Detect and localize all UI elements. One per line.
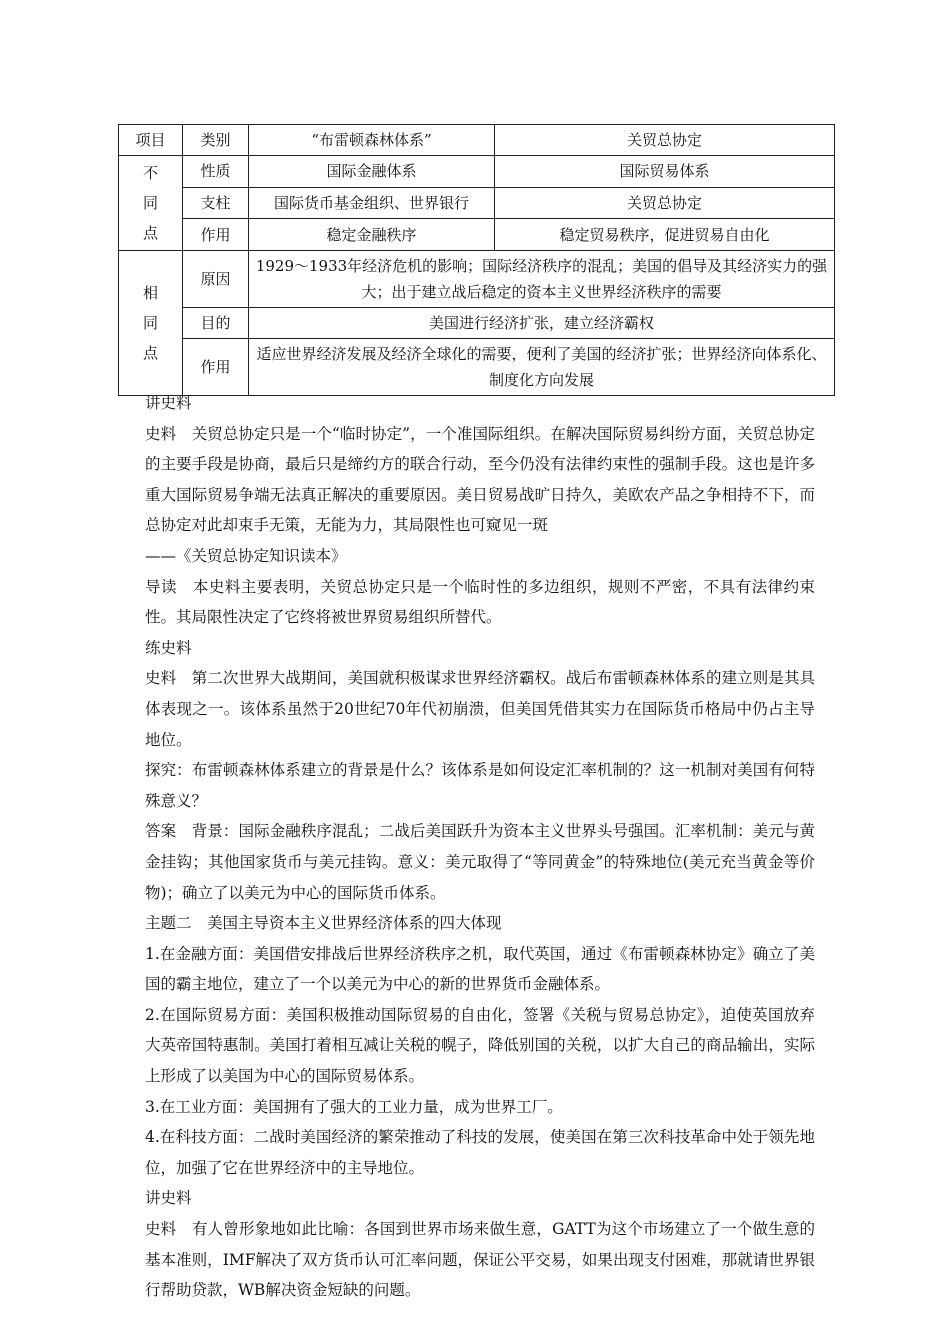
body-text	[145, 388, 815, 1306]
category-cell: 目的	[183, 308, 249, 339]
table-row	[119, 219, 835, 251]
category-cell: 作用	[183, 219, 249, 251]
category-cell: 支柱	[183, 187, 249, 219]
section-heading: 讲史料	[145, 394, 192, 412]
list-item: 1.在金融方面：美国借安排战后世界经济秩序之机，取代英国，通过《布雷顿森林协定》确立了美国的霸主地位，建立了一个以美元为中心的新的世界货币金融体系。	[145, 944, 815, 994]
table-cell: 国际贸易体系	[495, 156, 835, 188]
paragraph: 导读 本史料主要表明，关贸总协定只是一个临时性的多边组织，规则不严密，不具有法律约束性。其局限性决定了它终将被世界贸易组织所替代。	[145, 577, 815, 627]
section-heading: 练史料	[145, 638, 192, 657]
diff-group-label: 不 同 点	[119, 156, 183, 251]
table-cell: 稳定贸易秩序，促进贸易自由化	[495, 219, 835, 251]
table-cell: 稳定金融秩序	[249, 219, 495, 251]
section-heading: 讲史料	[145, 1189, 192, 1208]
table-cell: 国际货币基金组织、世界银行	[249, 187, 495, 219]
table-header-row	[119, 125, 835, 156]
header-cell: 关贸总协定	[495, 125, 835, 156]
table-row	[119, 308, 835, 339]
table-row	[119, 156, 835, 188]
list-item: 3.在工业方面：美国拥有了强大的工业力量，成为世界工厂。	[145, 1097, 563, 1116]
category-cell: 作用	[183, 339, 249, 396]
table-row	[119, 339, 835, 396]
table-row	[119, 251, 835, 308]
table-row	[119, 187, 835, 219]
paragraph: 史料 关贸总协定只是一个“临时协定”，一个准国际组织。在解决国际贸易纠纷方面，关贸总协定的主要手段是协商，最后只是缔约方的联合行动，至今仍没有法律约束性的强制手段。这也是许多重大国际贸易争端无法真正解决的重要原因。美日贸易战旷日持久，美欧农产品之争相持不下，而总协定对此却束手无策，无能为力，其局限性也可窥见一斑	[145, 424, 815, 535]
category-cell: 性质	[183, 156, 249, 188]
header-cell: 类别	[183, 125, 249, 156]
paragraph: 史料 有人曾形象地如此比喻：各国到世界市场来做生意，GATT为这个市场建立了一个做生意的基本准则，IMF解决了双方货币认可汇率问题，保证公平交易，如果出现支付困难，那就请世界银行帮助贷款，WB解决资金短缺的问题。	[145, 1220, 815, 1300]
header-cell: 项目	[119, 125, 183, 156]
table-cell: 国际金融体系	[249, 156, 495, 188]
table-cell: 1929～1933年经济危机的影响；国际经济秩序的混乱；美国的倡导及其经济实力的强大；出于建立战后稳定的资本主义世界经济秩序的需要	[249, 251, 835, 308]
table-cell: 美国进行经济扩张，建立经济霸权	[249, 308, 835, 339]
paragraph: 答案 背景：国际金融秩序混乱；二战后美国跃升为资本主义世界头号强国。汇率机制：美元与黄金挂钩；其他国家货币与美元挂钩。意义：美元取得了“等同黄金”的特殊地位(美元充当黄金等价物)；确立了以美元为中心的国际货币体系。	[145, 822, 815, 902]
table-cell: 关贸总协定	[495, 187, 835, 219]
category-cell: 原因	[183, 251, 249, 308]
section-heading: 主题二 美国主导资本主义世界经济体系的四大体现	[145, 914, 502, 933]
source-citation: ——《关贸总协定知识读本》	[145, 546, 347, 565]
list-item: 2.在国际贸易方面：美国积极推动国际贸易的自由化，签署《关税与贸易总协定》，迫使英国放弃大英帝国特惠制。美国打着相互减让关税的幌子，降低别国的关税，以扩大自己的商品输出，实际上形成了以美国为中心的国际贸易体系。	[145, 1005, 815, 1086]
comparison-table	[118, 124, 835, 396]
paragraph: 史料 第二次世界大战期间，美国就积极谋求世界经济霸权。战后布雷顿森林体系的建立则是其具体表现之一。该体系虽然于20世纪70年代初崩溃，但美国凭借其实力在国际货币格局中仍占主导地位。	[145, 669, 815, 749]
same-group-label: 相 同 点	[119, 251, 183, 396]
list-item: 4.在科技方面：二战时美国经济的繁荣推动了科技的发展，使美国在第三次科技革命中处于领先地位，加强了它在世界经济中的主导地位。	[145, 1128, 815, 1177]
table-cell: 适应世界经济发展及经济全球化的需要，便利了美国的经济扩张；世界经济向体系化、制度化方向发展	[249, 339, 835, 396]
paragraph: 探究：布雷顿森林体系建立的背景是什么？该体系是如何设定汇率机制的？这一机制对美国有何特殊意义？	[145, 761, 815, 810]
header-cell: “布雷顿森林体系”	[249, 125, 495, 156]
